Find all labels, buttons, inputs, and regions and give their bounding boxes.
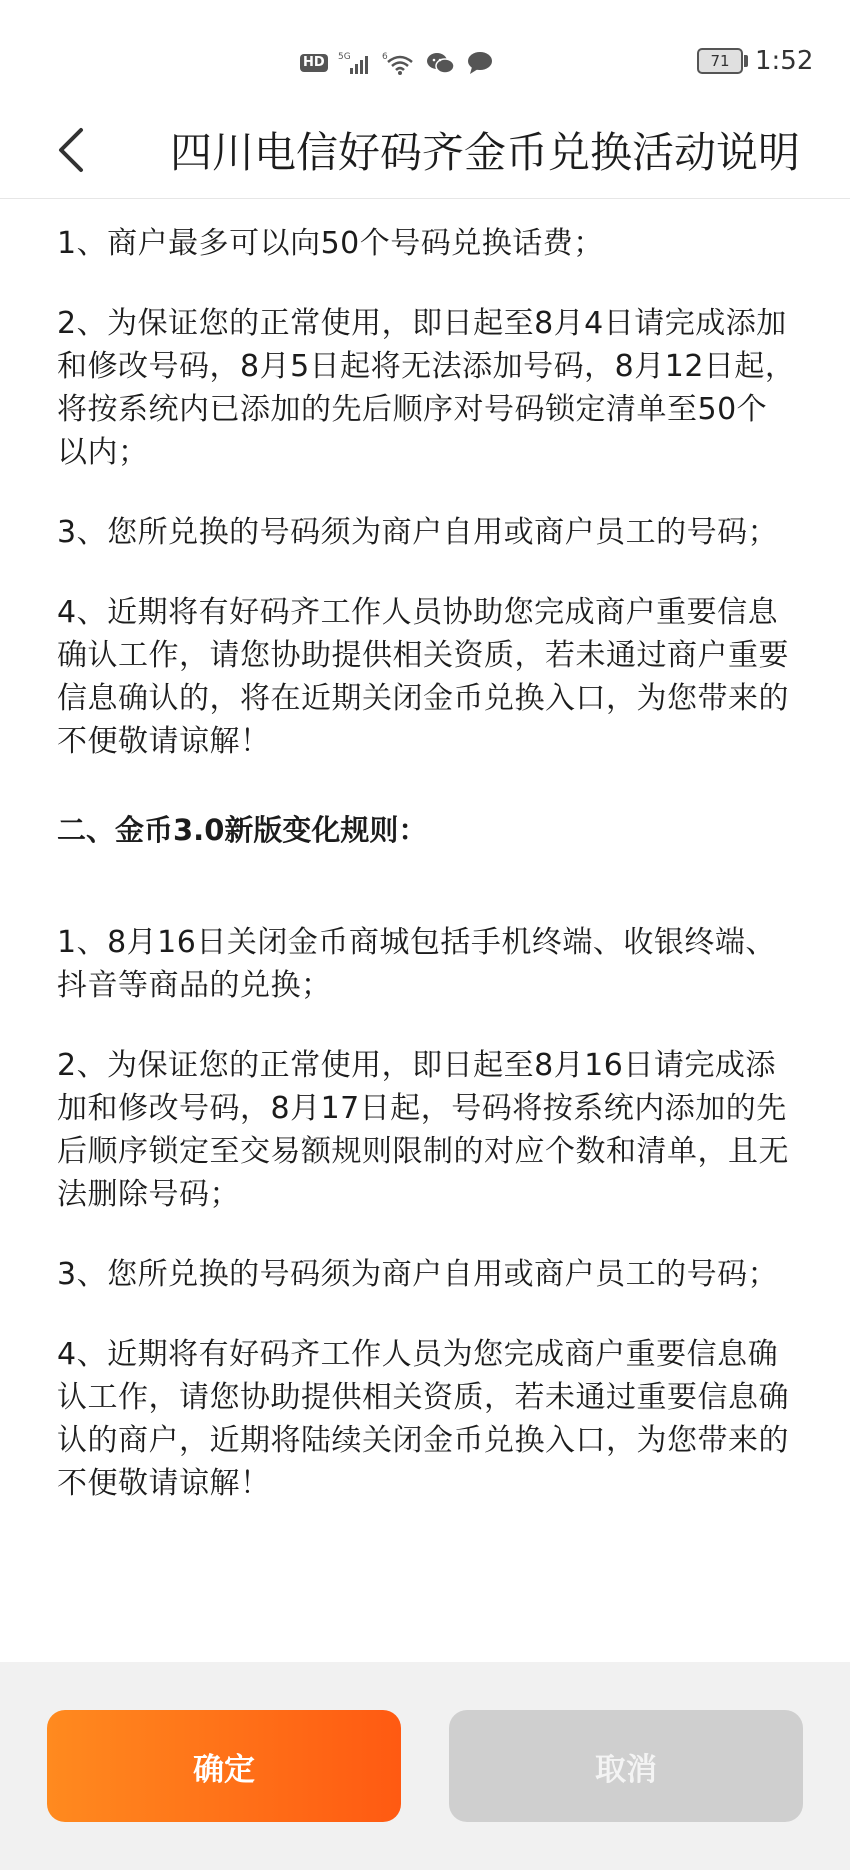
status-bar <box>0 0 850 110</box>
rule-item: 1、8月16日关闭金币商城包括手机终端、收银终端、抖音等商品的兑换； <box>57 925 776 1003</box>
cellular-signal-icon <box>338 50 372 76</box>
battery-level: 71 <box>710 52 730 70</box>
svg-text:5G: 5G <box>337 52 351 62</box>
page-header <box>0 110 850 199</box>
rule-item: 1、商户最多可以向50个号码兑换话费； <box>57 226 604 261</box>
action-footer <box>0 1662 850 1870</box>
rule-item: 2、为保证您的正常使用，即日起至8月16日请完成添加和修改号码，8月17日起，号码将按系统内添加的先后顺序锁定至交易额规则限制的对应个数和清单，且无法删除号码； <box>57 1048 789 1212</box>
rule-item: 4、近期将有好码齐工作人员为您完成商户重要信息确认工作，请您协助提供相关资质，若未通过重要信息确认的商户，近期将陆续关闭金币兑换入口，为您带来的不便敬请谅解！ <box>57 1337 789 1501</box>
rules-content <box>57 222 797 1542</box>
rule-item: 2、为保证您的正常使用，即日起至8月4日请完成添加和修改号码，8月5日起将无法添加号码，8月12日起，将按系统内已添加的先后顺序对号码锁定清单至50个以内； <box>57 306 796 470</box>
rule-item: 3、您所兑换的号码须为商户自用或商户员工的号码； <box>57 1257 779 1292</box>
hd-voice-icon: HD <box>300 54 328 72</box>
battery-tip <box>744 55 748 67</box>
page-title: 四川电信好码齐金币兑换活动说明 <box>170 128 801 177</box>
rule-item: 3、您所兑换的号码须为商户自用或商户员工的号码； <box>57 515 779 550</box>
section-heading: 二、金币3.0新版变化规则： <box>57 813 428 847</box>
status-icons <box>300 48 494 78</box>
battery-icon <box>697 48 743 74</box>
wechat-icon <box>426 50 456 76</box>
rule-item: 4、近期将有好码齐工作人员协助您完成商户重要信息确认工作，请您协助提供相关资质，若未通过商户重要信息确认的，将在近期关闭金币兑换入口，为您带来的不便敬请谅解！ <box>57 595 789 759</box>
cancel-button[interactable]: 取消 <box>449 1710 803 1822</box>
message-icon <box>466 50 494 76</box>
clock: 1:52 <box>755 46 814 76</box>
chevron-left-icon <box>53 126 87 178</box>
wifi-icon <box>382 50 416 76</box>
svg-text:6: 6 <box>381 52 388 62</box>
confirm-button[interactable]: 确定 <box>47 1710 401 1822</box>
back-button[interactable] <box>40 122 100 182</box>
